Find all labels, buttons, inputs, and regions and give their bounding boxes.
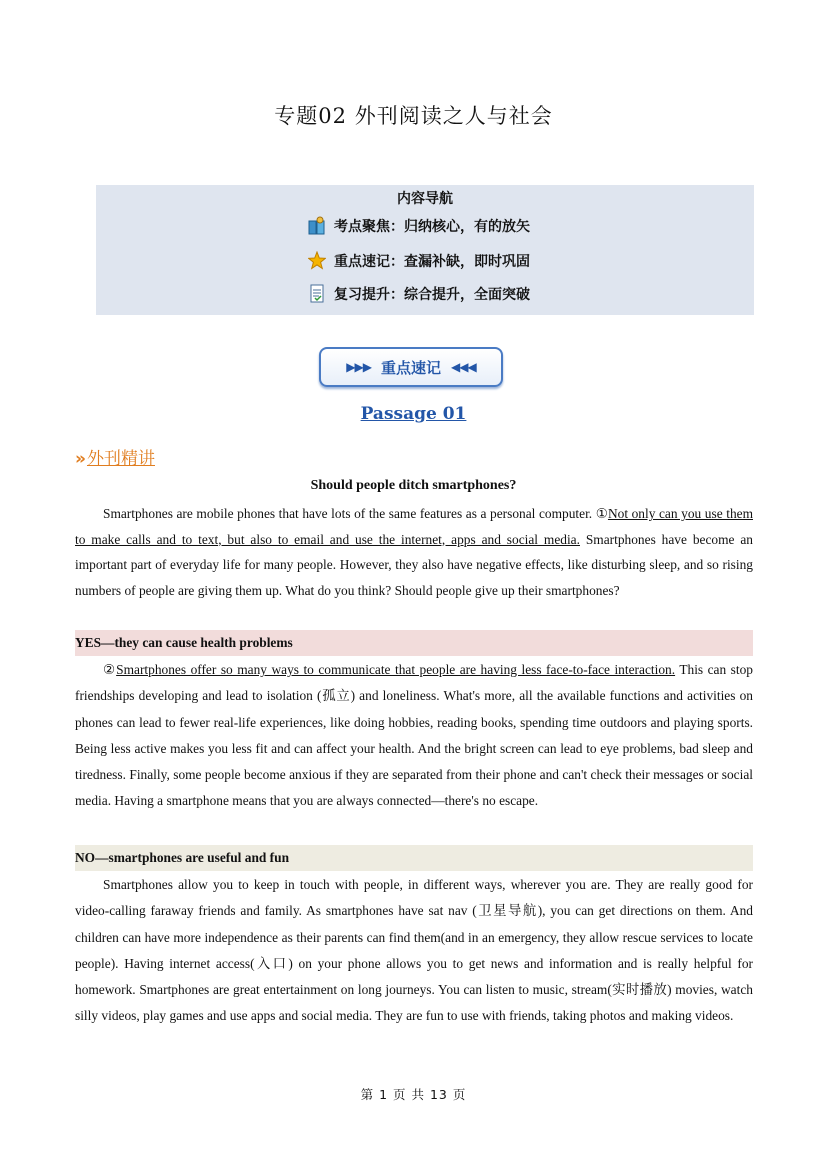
left-arrows-icon: ◀◀◀ <box>451 360 476 374</box>
nav-item-review <box>308 283 530 305</box>
star-icon <box>308 251 326 271</box>
nav-heading: 内容导航 <box>397 191 453 207</box>
no-heading-band: NO—smartphones are useful and fun <box>75 845 753 871</box>
book-icon <box>308 216 326 236</box>
page-title: 专题02 外刊阅读之人与社会 <box>274 104 553 128</box>
p1-text: Smartphones are mobile phones that have lots of the same features as a personal computer. ① <box>103 506 608 521</box>
yes-heading-band: YES—they can cause health problems <box>75 630 753 656</box>
double-chevron-icon: » <box>75 449 83 469</box>
content-navigation-box <box>96 185 754 315</box>
p2-marker: ② <box>103 662 117 677</box>
nav-item-focus <box>308 215 530 237</box>
paragraph-no: Smartphones allow you to keep in touch with people, in different ways, wherever you are. They are really good for video-calling faraway friends and family. As smartphones have sat nav (卫星导航), you can get directions on them. And children can have more independence as their parents can find them(and in an emergency, they allow rescue services to locate people). Having internet access(入口) on your phone allows you to get news and information and is really helpful for homework. Smartphones are great entertainment on long journeys. You can listen to music, stream(实时播放) movies, watch silly videos, play games and use apps and social media. They are fun to use with friends, taking photos and making videos. <box>75 877 753 1024</box>
key-points-banner <box>319 347 503 387</box>
article-title: Should people ditch smartphones? <box>310 478 517 493</box>
banner-label: 重点速记 <box>380 358 441 377</box>
p1-text-continued: Smartphones have become an important part of everyday life for many people. However, they also have negative effects, like disturbing sleep, and so rising numbers of people are giving them up. What do you think? Should people give up their smartphones? <box>75 531 753 598</box>
nav-item-label: 重点速记：查漏补缺，即时巩固 <box>334 254 530 270</box>
p1-underlined-sentence: Not only can you use them to make calls and to text, but also to email and use the internet, apps and social media. <box>75 506 753 547</box>
nav-item-label: 复习提升：综合提升，全面突破 <box>334 287 530 303</box>
nav-item-label: 考点聚焦：归纳核心，有的放矢 <box>334 219 530 235</box>
paragraph-intro <box>75 501 753 603</box>
nav-item-notes <box>308 250 530 272</box>
passage-label: Passage 01 <box>360 404 467 424</box>
paragraph-yes <box>75 657 753 815</box>
document-icon <box>308 284 326 304</box>
page-footer: 第 1 页 共 13 页 <box>360 1087 467 1102</box>
p2-text: This can stop friendships developing and lead to isolation (孤立) and loneliness. What's more, all the available functions and activities on phones can lead to fewer real-life experiences, like doing hobbies, reading books, spending time outdoors and playing sports. Being less active makes you less fit and can affect your health. And the bright screen can lead to eye problems, bad sleep and tiredness. Finally, some people become anxious if they are separated from their phone and can't check their messages or social media. Having a smartphone means that you are always connected—there's no escape. <box>75 662 754 809</box>
p2-underlined-sentence: Smartphones offer so many ways to communicate that people are having less face-to-face interaction. <box>116 662 676 677</box>
section-heading <box>75 444 155 469</box>
right-arrows-icon: ▶▶▶ <box>346 360 371 374</box>
section-label: 外刊精讲 <box>86 449 155 469</box>
